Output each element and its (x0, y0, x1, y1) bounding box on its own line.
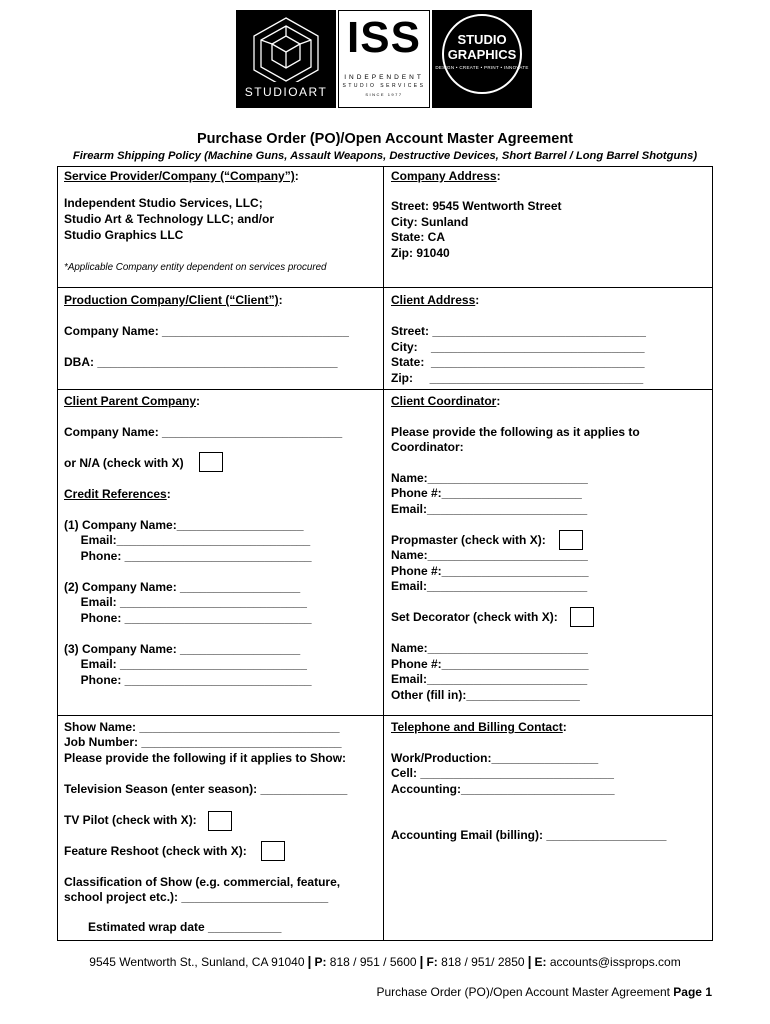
sg-line1: STUDIO (457, 32, 507, 47)
set-decorator-other-field[interactable]: Other (fill in):_________________ (391, 688, 580, 702)
coordinator-instructions: Please provide the following as it applies to (391, 425, 640, 439)
feature-reshoot-label: Feature Reshoot (check with X): (64, 844, 247, 858)
propmaster-phone-field[interactable]: Phone #:______________________ (391, 564, 589, 578)
column-divider (383, 166, 384, 941)
set-decorator-checkbox[interactable] (570, 607, 594, 627)
provider-line: Studio Art & Technology LLC; and/or (64, 212, 274, 226)
iss-logo (338, 10, 430, 108)
footer-fax: 818 / 951/ 2850 (441, 955, 525, 969)
parent-na-checkbox[interactable] (199, 452, 223, 472)
footer-phone-label: P: (314, 955, 327, 969)
propmaster-checkbox[interactable] (559, 530, 583, 550)
row-divider (57, 287, 713, 288)
page-number: Page 1 (673, 985, 712, 999)
ref3-company-field[interactable]: (3) Company Name: __________________ (64, 642, 301, 656)
iss-since: SINCE 1977 (365, 92, 403, 97)
footer-phone: 818 / 951 / 5600 (329, 955, 417, 969)
production-company-header: Production Company/Client (“Client”): (64, 293, 283, 307)
cell-field[interactable]: Cell: _____________________________ (391, 766, 614, 780)
tv-pilot-checkbox[interactable] (208, 811, 232, 831)
studio-graphics-wordmark (432, 32, 532, 62)
ref3-email-field[interactable]: Email: ____________________________ (64, 657, 307, 671)
page-footer (376, 985, 712, 999)
row-divider (57, 715, 713, 716)
page-footer-text: Purchase Order (PO)/Open Account Master Agreement (376, 985, 670, 999)
footer-address: 9545 Wentworth St., Sunland, CA 91040 (89, 955, 305, 969)
set-decorator-phone-field[interactable]: Phone #:______________________ (391, 657, 589, 671)
coordinator-phone-field[interactable]: Phone #:_____________________ (391, 486, 582, 500)
contact-footer: 9545 Wentworth St., Sunland, CA 91040 | P: 818 / 951 / 5600 | F: 818 / 951/ 2850 | E: accounts@issprops.com (89, 953, 681, 969)
sg-tagline: DESIGN • CREATE • PRINT • INNOVATE (435, 65, 529, 70)
sg-line2: GRAPHICS (447, 47, 517, 62)
studio-graphics-logo (432, 10, 532, 108)
hexagon-cube-icon (236, 12, 336, 82)
set-decorator-name-field[interactable]: Name:________________________ (391, 641, 588, 655)
page-subtitle: Firearm Shipping Policy (Machine Guns, Assault Weapons, Destructive Devices, Short Barrel / Long Barrel Shotguns) (72, 150, 698, 162)
billing-contact-header: Telephone and Billing Contact: (391, 720, 567, 734)
iss-wordmark: ISS (347, 13, 421, 62)
footer-email-label: E: (534, 955, 547, 969)
coordinator-email-field[interactable]: Email:________________________ (391, 502, 588, 516)
client-zip-field[interactable]: Zip: ________________________________ (391, 371, 644, 385)
ref2-phone-field[interactable]: Phone: ____________________________ (64, 611, 312, 625)
provider-line: Independent Studio Services, LLC; (64, 196, 263, 210)
client-city-field[interactable]: City: ________________________________ (391, 340, 645, 354)
work-production-field[interactable]: Work/Production:________________ (391, 751, 599, 765)
ref1-email-field[interactable]: Email:_____________________________ (64, 533, 311, 547)
parent-na-label: or N/A (check with X) (64, 456, 184, 470)
coordinator-name-field[interactable]: Name:________________________ (391, 471, 588, 485)
ref1-phone-field[interactable]: Phone: ____________________________ (64, 549, 312, 563)
company-city: City: Sunland (391, 215, 469, 229)
footer-email: accounts@issprops.com (549, 955, 681, 969)
feature-reshoot-checkbox[interactable] (261, 841, 285, 861)
provider-line: Studio Graphics LLC (64, 228, 184, 242)
accounting-email-field[interactable]: Accounting Email (billing): __________________ (391, 828, 667, 842)
company-street: Street: 9545 Wentworth Street (391, 199, 562, 213)
footer-fax-label: F: (426, 955, 438, 969)
tv-pilot-label: TV Pilot (check with X): (64, 813, 197, 827)
credit-references-header: Credit References: (64, 487, 171, 501)
ref2-company-field[interactable]: (2) Company Name: __________________ (64, 580, 301, 594)
classification-field[interactable]: school project etc.): ______________________ (64, 890, 329, 904)
show-name-field[interactable]: Show Name: ______________________________ (64, 720, 340, 734)
technology-wordmark: TECHNOLOGY (238, 100, 334, 111)
job-number-field[interactable]: Job Number: ______________________________ (64, 735, 342, 749)
tv-season-field[interactable]: Television Season (enter season): _____________ (64, 782, 348, 796)
ref2-email-field[interactable]: Email: ____________________________ (64, 595, 307, 609)
row-divider (57, 389, 713, 390)
service-provider-header: Service Provider/Company (“Company”): (64, 169, 299, 183)
coordinator-instructions: Coordinator: (391, 440, 464, 454)
classification-label: Classification of Show (e.g. commercial, feature, (64, 875, 341, 889)
set-decorator-email-field[interactable]: Email:________________________ (391, 672, 588, 686)
client-state-field[interactable]: State: ________________________________ (391, 355, 645, 369)
provider-note: *Applicable Company entity dependent on services procured (64, 262, 327, 273)
iss-line1: INDEPENDENT (344, 74, 424, 81)
iss-line2: STUDIO SERVICES (342, 83, 426, 89)
ref1-company-field[interactable]: (1) Company Name:___________________ (64, 518, 304, 532)
client-company-name-field[interactable]: Company Name: ____________________________ (64, 324, 349, 338)
client-coordinator-header: Client Coordinator: (391, 394, 501, 408)
client-address-header: Client Address: (391, 293, 480, 307)
propmaster-email-field[interactable]: Email:________________________ (391, 579, 588, 593)
wrap-date-field[interactable]: Estimated wrap date ___________ (88, 920, 282, 934)
client-parent-company-header: Client Parent Company: (64, 394, 201, 408)
propmaster-name-field[interactable]: Name:________________________ (391, 548, 588, 562)
set-decorator-label: Set Decorator (check with X): (391, 610, 558, 624)
company-state: State: CA (391, 230, 446, 244)
company-zip: Zip: 91040 (391, 246, 450, 260)
client-street-field[interactable]: Street: ________________________________ (391, 324, 646, 338)
show-instructions: Please provide the following if it applies to Show: (64, 751, 347, 765)
parent-company-name-field[interactable]: Company Name: ___________________________ (64, 425, 343, 439)
accounting-field[interactable]: Accounting:_______________________ (391, 782, 615, 796)
company-address-header: Company Address: (391, 169, 501, 183)
studioart-wordmark: STUDIOART (244, 85, 328, 99)
studioart-technology-logo (236, 10, 336, 108)
client-dba-field[interactable]: DBA: ____________________________________ (64, 355, 338, 369)
ref3-phone-field[interactable]: Phone: ____________________________ (64, 673, 312, 687)
propmaster-label: Propmaster (check with X): (391, 533, 546, 547)
page-title: Purchase Order (PO)/Open Account Master Agreement (196, 131, 574, 147)
